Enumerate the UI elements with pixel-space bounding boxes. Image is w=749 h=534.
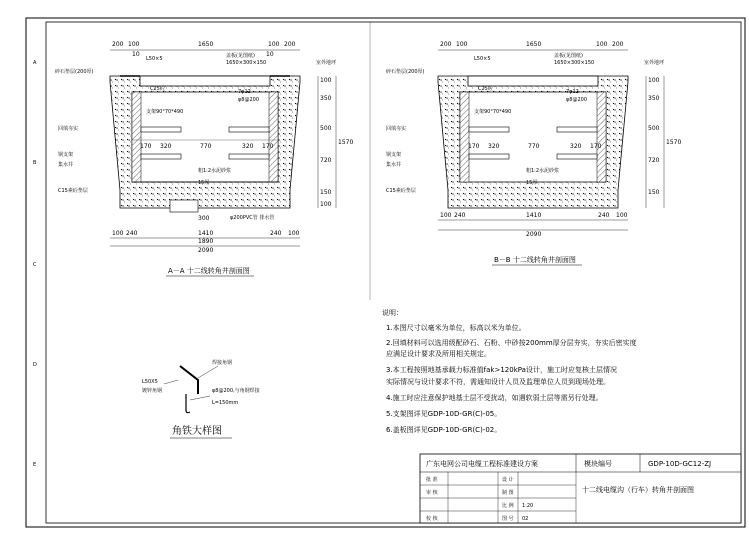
aa-support <box>229 154 269 159</box>
tb-row-label: 校 核 <box>426 516 438 522</box>
bb-bottom-dim: 240 <box>598 212 610 219</box>
aa-vert-dim: 100 <box>320 77 332 84</box>
aa-dim-label: 1650 <box>198 41 214 48</box>
aa-support-label: 支架90°70*490 <box>146 109 184 115</box>
bb-vert-dim: 100 <box>648 77 660 84</box>
bb-support-label: 支架90°70*490 <box>474 109 512 115</box>
aa-cover-label: 盖板(见图纸) <box>226 53 255 59</box>
bb-dim-label: 1650 <box>526 41 542 48</box>
aa-rebar-label: 7φ12 <box>238 89 251 95</box>
bb-dim-label: 100 <box>456 41 468 48</box>
note-item: 2.回填材料可以选用级配砂石、石粉、中砂按200mm厚分层夯实，夯实后密实度 <box>386 339 637 347</box>
note-item: 应满足设计要求及所用相关规定。 <box>386 350 491 358</box>
detail-bar-note: φ8@200,与角钢焊接 <box>212 388 260 394</box>
bb-dim-label: 100 <box>596 41 608 48</box>
aa-dim-label: 200 <box>112 41 124 48</box>
bb-support <box>557 127 597 132</box>
aa-vert-dim: 150 <box>320 189 332 196</box>
bb-right-wall <box>597 92 606 182</box>
aa-inner-dim: 770 <box>200 143 212 150</box>
bb-inner-dim: 770 <box>528 143 540 150</box>
detail-leader <box>198 366 218 378</box>
bb-ground-label: 室外地坪 <box>644 60 665 66</box>
note-item: 6.盖板图详见GDP-10D-GR(C)-02。 <box>386 426 502 434</box>
aa-bottom-dim: 100 <box>288 230 300 237</box>
aa-right-wall <box>269 92 278 182</box>
bb-left-wall <box>460 92 469 182</box>
bb-concrete-label: C25砼 <box>478 86 493 92</box>
aa-cover-slab <box>140 76 270 86</box>
bb-title: B－B 十二线转角井剖面图 <box>494 256 576 264</box>
detail-length: L=150mm <box>212 400 239 406</box>
notes <box>382 308 637 434</box>
tb-company: 广东电网公司电缆工程标准建设方案 <box>426 460 538 468</box>
aa-support <box>141 127 181 132</box>
bb-inner-dim: 170 <box>468 143 480 150</box>
bb-dim-label: 200 <box>440 41 452 48</box>
tb-drawing-title: 十二线电缆沟（行车）转角井剖面图 <box>582 486 694 494</box>
aa-total-inner: 1890 <box>198 238 214 245</box>
aa-inner-dim: 320 <box>242 143 254 150</box>
bb-support <box>469 127 509 132</box>
notes-heading: 说明： <box>382 309 403 317</box>
aa-base-label: C15素砼垫层 <box>58 188 88 194</box>
aa-dim-label: 100 <box>128 41 140 48</box>
bb-cover-size: 1650×300×150 <box>554 60 595 66</box>
aa-dim-label: 100 <box>268 41 280 48</box>
bb-pipeholes-label: 钢支架 <box>386 152 402 158</box>
aa-bottom-note: 粗1:2水泥砂浆 <box>198 168 232 174</box>
bb-inner-dim: 170 <box>590 143 602 150</box>
detail-title: 角铁大样图 <box>172 426 222 437</box>
aa-total-outer: 2090 <box>198 247 214 254</box>
bb-vert-dim: 500 <box>648 125 660 132</box>
grid-letter: A <box>33 60 37 66</box>
bb-vert-dim: 350 <box>648 95 660 102</box>
aa-inner-dim: 170 <box>140 143 152 150</box>
aa-bottom-dim: 100 <box>112 230 124 237</box>
aa-fill-label: 回填夯实 <box>58 126 79 132</box>
bb-cover-label: 盖板(见图纸) <box>554 53 583 59</box>
aa-cover-size: 1650×300×150 <box>226 60 267 66</box>
bb-rebar2-label: φ8@200 <box>566 97 588 103</box>
title-block <box>420 454 741 523</box>
aa-dim-label: 200 <box>284 41 296 48</box>
detail-angle-shape <box>180 366 198 394</box>
note-item: 4.施工时应注意保护地基土层不受扰动，如遇软弱土层等需另行处理。 <box>386 394 603 402</box>
aa-bottom-dim: 1410 <box>198 230 214 237</box>
detail-bar <box>186 394 190 413</box>
bb-vert-dim: 720 <box>648 157 660 164</box>
bb-bottom-dim: 240 <box>454 212 466 219</box>
tb-module-label: 模块编号 <box>584 460 612 468</box>
tb-row-label2: 设 计 <box>502 477 514 483</box>
bb-vert-dim: 1570 <box>666 139 682 146</box>
bb-rebar-label: 7φ12 <box>566 89 579 95</box>
bb-inner-dim: 320 <box>570 143 582 150</box>
aa-drain-label: 集水井 <box>58 162 74 168</box>
tb-row-label2: 制 图 <box>502 490 514 496</box>
bb-angle-label: L50×5 <box>474 56 491 62</box>
grid-letter: D <box>33 362 37 368</box>
aa-pipe-label: φ200PVC管 排水管 <box>230 215 275 221</box>
bb-vert-dim: 150 <box>648 189 660 196</box>
aa-sump <box>170 200 198 212</box>
bb-bottom-dim: 1410 <box>526 212 542 219</box>
bb-crushed-label: 碎石垫层(200厚) <box>386 69 425 75</box>
bb-drain-label: 集水井 <box>386 162 402 168</box>
grid-letter: C <box>33 262 37 268</box>
aa-vert-dim: 100 <box>320 201 332 208</box>
detail-leader <box>190 396 210 400</box>
note-item: 5.支架图详见GDP-10D-GR(C)-05。 <box>386 410 502 418</box>
tb-row-label: 批 准 <box>426 477 438 483</box>
aa-pipeholes-label: 钢支架 <box>58 152 74 158</box>
tb-sheet: 02 <box>522 516 529 522</box>
bb-bottom-dim: 100 <box>616 212 628 219</box>
bb-support <box>557 154 597 159</box>
aa-bottom-dim: 240 <box>126 230 138 237</box>
aa-crushed-label: 碎石垫层(200厚) <box>55 69 94 75</box>
bb-cover-slab <box>468 76 598 86</box>
section-bb <box>386 41 681 265</box>
aa-angle-label: L50×5 <box>146 56 163 62</box>
tb-scale: 1:20 <box>522 503 534 509</box>
aa-left-wall <box>132 92 141 182</box>
aa-title: A－A 十二线转角井剖面图 <box>168 267 250 275</box>
aa-concrete-label: C25砼 <box>150 86 165 92</box>
section-aa <box>55 41 353 276</box>
bb-support <box>469 154 509 159</box>
note-item: 3.本工程按照地基承载力标准值fak>120kPa设计，施工时应复核土层情况 <box>386 366 617 374</box>
aa-dim-label: 10 <box>132 51 140 58</box>
aa-inner-dim: 170 <box>262 143 274 150</box>
bb-base-label: C15素砼垫层 <box>386 188 416 194</box>
aa-support <box>229 127 269 132</box>
detail-leader <box>164 380 178 384</box>
aa-bottom-dim: 240 <box>270 230 282 237</box>
aa-vert-dim: 720 <box>320 157 332 164</box>
bb-bottom-note: 粗1:2水泥砂浆 <box>526 168 560 174</box>
detail-steel: L50X5 <box>142 379 158 385</box>
note-item: 1.本图尺寸以毫米为单位，标高以米为单位。 <box>386 324 526 332</box>
tb-row-label2: 图 号 <box>502 516 514 522</box>
tb-row-label2: 比 例 <box>502 503 514 509</box>
bb-total-outer: 2090 <box>526 231 542 238</box>
detail-steel-note: 镀锌角钢 <box>142 388 163 394</box>
angle-detail <box>142 359 260 438</box>
bb-bottom-dim: 100 <box>440 212 452 219</box>
aa-ground-label: 室外地坪 <box>316 60 337 66</box>
tb-module-code: GDP-10D-GC12-ZJ <box>648 460 712 468</box>
bb-dim-label: 200 <box>612 41 624 48</box>
bb-fill-label: 回填夯实 <box>386 126 407 132</box>
aa-vert-dim: 350 <box>320 95 332 102</box>
aa-vert-dim: 500 <box>320 125 332 132</box>
aa-rebar2-label: φ8@200 <box>238 97 260 103</box>
grid-letter: E <box>33 462 37 468</box>
grid-letters <box>33 60 37 468</box>
detail-weld-note: 焊接角钢 <box>212 360 233 366</box>
aa-dim-300: 300 <box>198 215 210 222</box>
aa-vert-dim: 1570 <box>338 139 354 146</box>
aa-support <box>141 154 181 159</box>
aa-layer-label: 15厚 <box>198 180 210 186</box>
aa-inner-dim: 320 <box>160 143 172 150</box>
grid-letter: B <box>33 160 37 166</box>
note-item: 实际情况与设计要求不符，需通知设计人员及监理单位人员到现场处理。 <box>386 378 610 386</box>
bb-inner-dim: 320 <box>488 143 500 150</box>
aa-dim-label: 10 <box>266 51 274 58</box>
bb-layer-label: 15厚 <box>526 180 538 186</box>
tb-row-label: 审 核 <box>426 490 438 496</box>
